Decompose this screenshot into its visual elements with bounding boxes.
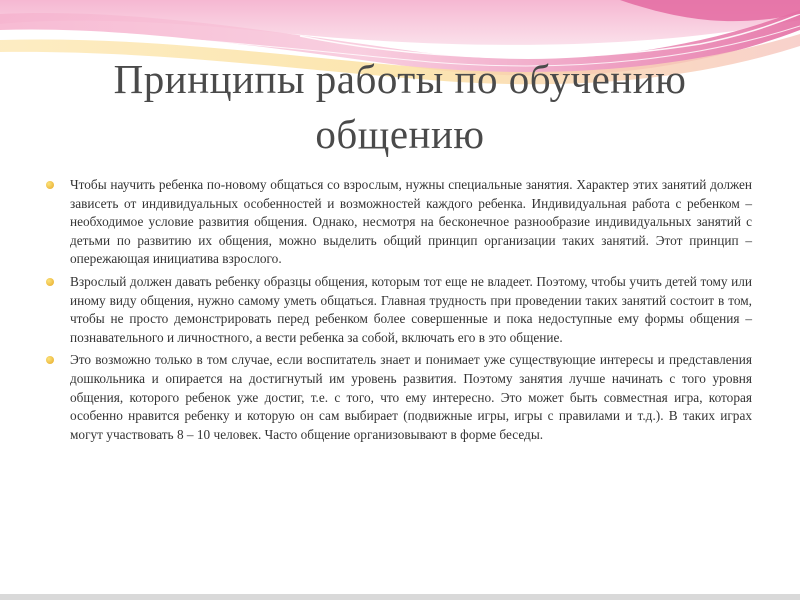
list-item — [42, 176, 752, 269]
list-item — [42, 273, 752, 347]
bullet-icon — [46, 181, 54, 189]
bullet-text: Это возможно только в том случае, если воспитатель знает и понимает уже существующие интересы и представления дошкольника и опирается на достигнутый им уровень развития. Поэтому занятия лучше начинать с того уровня общения, которого ребенок уже достиг, т.е. с того, что ему интересно. Это может быть совместная игра, которая особенно нравится ребенку и которую он сам выбирает (подвижные игры, игры с правилами и т.д.). В таких играх могут участвовать 8 – 10 человек. Часто общение организовывают в форме беседы. — [70, 352, 752, 442]
bullet-text: Чтобы научить ребенка по-новому общаться со взрослым, нужны специальные занятия. Характер этих занятий должен зависеть от индивидуальных особенностей и возможностей каждого ребенка. Индивидуальная работа с ребенком – необходимое условие развития общения. Однако, несмотря на бесконечное разнообразие индивидуальных занятий с детьми по развитию их общения, можно выделить общий принцип организации таких занятий. Этот принцип – опережающая инициатива взрослого. — [70, 177, 752, 267]
bullet-icon — [46, 278, 54, 286]
bullet-list — [42, 176, 752, 448]
list-item — [42, 351, 752, 444]
bullet-text: Взрослый должен давать ребенку образцы общения, которым тот еще не владеет. Поэтому, чтобы учить детей тому или иному виду общения, нужно самому уметь общаться. Главная трудность при проведении таких занятий состоит в том, чтобы не просто демонстрировать перед ребенком более совершенные и пока недоступные ему формы общения – познавательного и личностного, а вести ребенка за собой, включать его в это общение. — [70, 273, 752, 345]
bottom-band — [0, 594, 800, 600]
slide-title: Принципы работы по обучению общению — [113, 56, 687, 157]
bullet-icon — [46, 356, 54, 364]
